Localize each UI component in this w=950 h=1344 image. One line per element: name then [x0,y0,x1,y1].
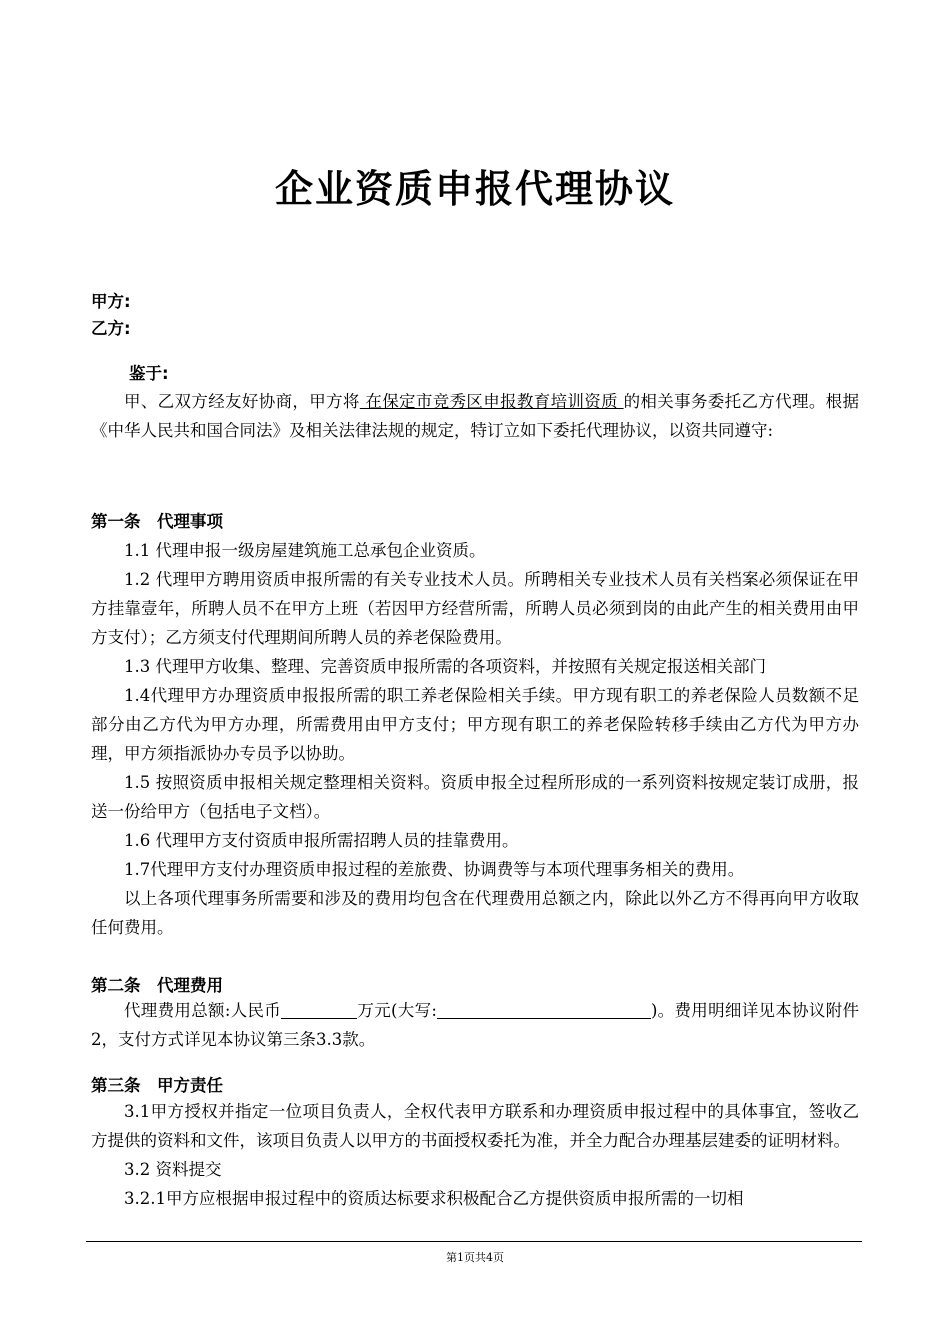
article-3-body [91,1097,859,1213]
intro-paragraph [91,387,859,445]
party-a-label: 甲方: [91,292,131,311]
fee-amount-blank [281,1000,357,1019]
article-1-item: 以上各项代理事务所需要和涉及的费用均包含在代理费用总额之内，除此以外乙方不得再向甲方收取任何费用。 [91,889,859,937]
footer-divider [86,1241,862,1242]
intro-text-pre: 甲、乙双方经友好协商，甲方将 [124,392,360,411]
article-1-item: 1.6 代理甲方支付资质申报所需招聘人员的挂靠费用。 [124,831,519,850]
article-3-item: 3.2.1甲方应根据申报过程中的资质达标要求积极配合乙方提供资质申报所需的一切相 [124,1189,744,1208]
intro-text-post: 的相关事务委托乙方代理。根据《中华人民共和国合同法》及相关法律法规的规定，特订立如下委托代理协议，以资共同遵守: [91,392,860,440]
article-3-item: 3.2 资料提交 [124,1160,222,1179]
article-1-item: 1.4代理甲方办理资质申报报所需的职工养老保险相关手续。甲方现有职工的养老保险人员数额不足部分由乙方代为甲方办理，所需费用由甲方支付；甲方现有职工的养老保险转移手续由乙方代为甲方办理，甲方须指派协办专员予以协助。 [91,686,859,763]
article-3-heading: 第三条 甲方责任 [91,1076,223,1095]
article-1-item: 1.3 代理甲方收集、整理、完善资质申报所需的各项资料，并按照有关规定报送相关部门 [124,657,766,676]
article-1-item: 1.7代理甲方支付办理资质申报过程的差旅费、协调费等与本项代理事务相关的费用。 [124,860,745,879]
party-b-label: 乙方: [91,319,131,338]
article-3-item: 3.1甲方授权并指定一位项目负责人，全权代表甲方联系和办理资质申报过程中的具体事宜，签收乙方提供的资料和文件，该项目负责人以甲方的书面授权委托为准，并全力配合办理基层建委的证明材料。 [91,1102,859,1150]
intro-underlined-text: 在保定市竞秀区申报教育培训资质 [359,392,624,411]
fee-total-label: 代理费用总额:人民币 [124,1001,282,1020]
article-1-body [91,536,859,942]
page-number: 第1页共4页 [446,1251,504,1264]
article-2-heading: 第二条 代理费用 [91,976,223,995]
whereas-label: 鉴于: [129,364,169,383]
fee-uppercase-label: 万元(大写: [357,1001,437,1020]
document-title: 企业资质申报代理协议 [274,167,675,211]
article-1-heading: 第一条 代理事项 [91,512,223,531]
article-1-item: 1.1 代理申报一级房屋建筑施工总承包企业资质。 [124,541,486,560]
article-1-item: 1.2 代理甲方聘用资质申报所需的有关专业技术人员。所聘相关专业技术人员有关档案必须保证在甲方挂靠壹年，所聘人员不在甲方上班（若因甲方经营所需，所聘人员必须到岗的由此产生的相关费用由甲方支付）；乙方须支付代理期间所聘人员的养老保险费用。 [91,570,859,647]
fee-uppercase-blank [437,1000,651,1019]
article-1-item: 1.5 按照资质申报相关规定整理相关资料。资质申报全过程所形成的一系列资料按规定装订成册，报送一份给甲方（包括电子文档）。 [91,773,859,821]
article-2-paragraph [91,996,859,1054]
fee-detail-text: )。费用明细详见本协议附件2，支付方式详见本协议第三条3.3款。 [91,1001,860,1049]
